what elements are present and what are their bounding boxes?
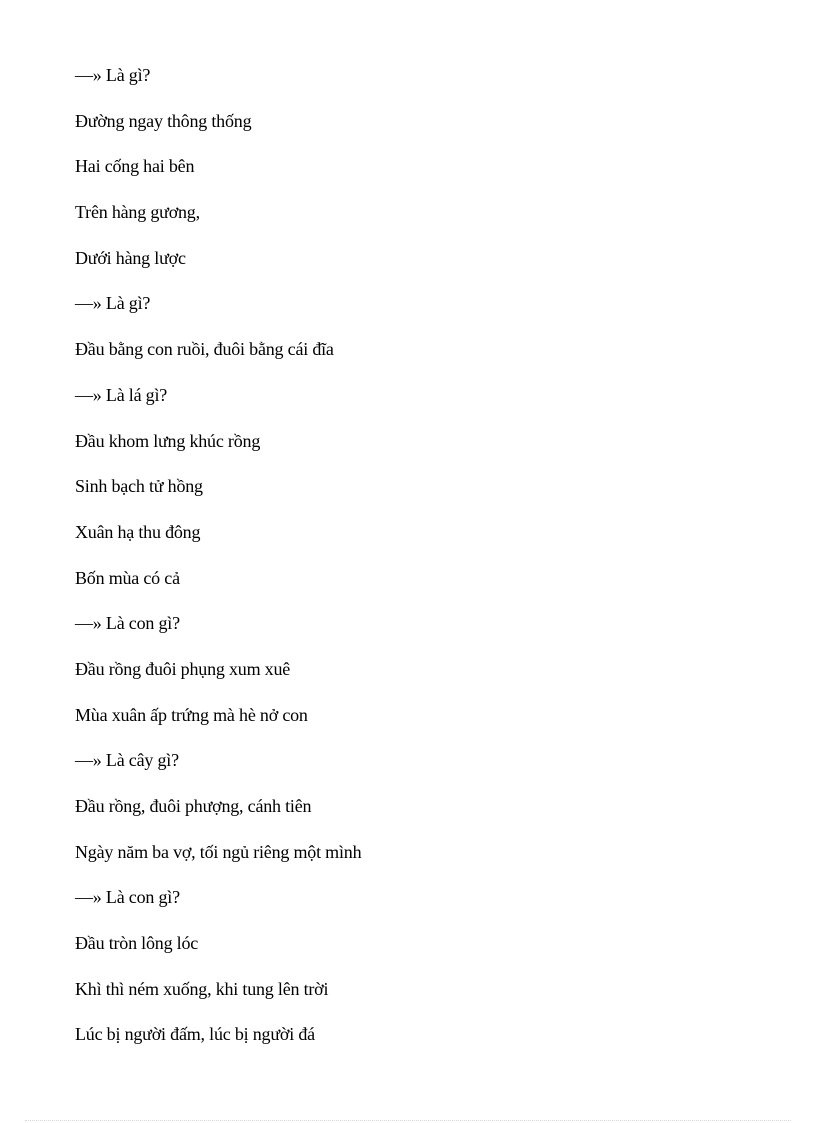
text-line: Đầu rồng đuôi phụng xum xuê [75, 658, 291, 679]
text-line: Đầu rồng, đuôi phượng, cánh tiên [75, 796, 312, 816]
text-line: Đầu bằng con ruồi, đuôi bằng cái đĩa [75, 339, 334, 360]
text-line: Đường ngay thông thống [75, 110, 252, 131]
text-line: —» Là lá gì? [75, 384, 168, 405]
text-line: —» Là con gì? [75, 887, 180, 908]
text-line: —» Là gì? [75, 293, 151, 314]
text-line: Bốn mùa có cả [75, 567, 180, 588]
text-line: Khì thì ném xuống, khi tung lên trời [75, 978, 329, 999]
text-line: Đầu khom lưng khúc rồng [75, 430, 261, 451]
text-line: Trên hàng gương, [75, 202, 200, 223]
text-line: Ngày năm ba vợ, tối ngủ riêng một mình [75, 841, 362, 862]
text-line: —» Là cây gì? [75, 750, 179, 771]
text-line: Xuân hạ thu đông [75, 521, 201, 542]
text-line: Lúc bị người đấm, lúc bị người đá [75, 1024, 315, 1045]
text-line: Đầu tròn lông lóc [75, 933, 199, 954]
page-bottom-border [25, 1120, 791, 1121]
text-line: Hai cống hai bên [75, 156, 195, 177]
text-line: Mùa xuân ấp trứng mà hè nở con [75, 704, 308, 725]
text-line: —» Là con gì? [75, 613, 180, 634]
text-line: Dưới hàng lược [75, 247, 186, 268]
text-line: Sinh bạch tử hồng [75, 476, 203, 497]
text-line: —» Là gì? [75, 65, 151, 85]
riddle-text-body [75, 62, 361, 1067]
